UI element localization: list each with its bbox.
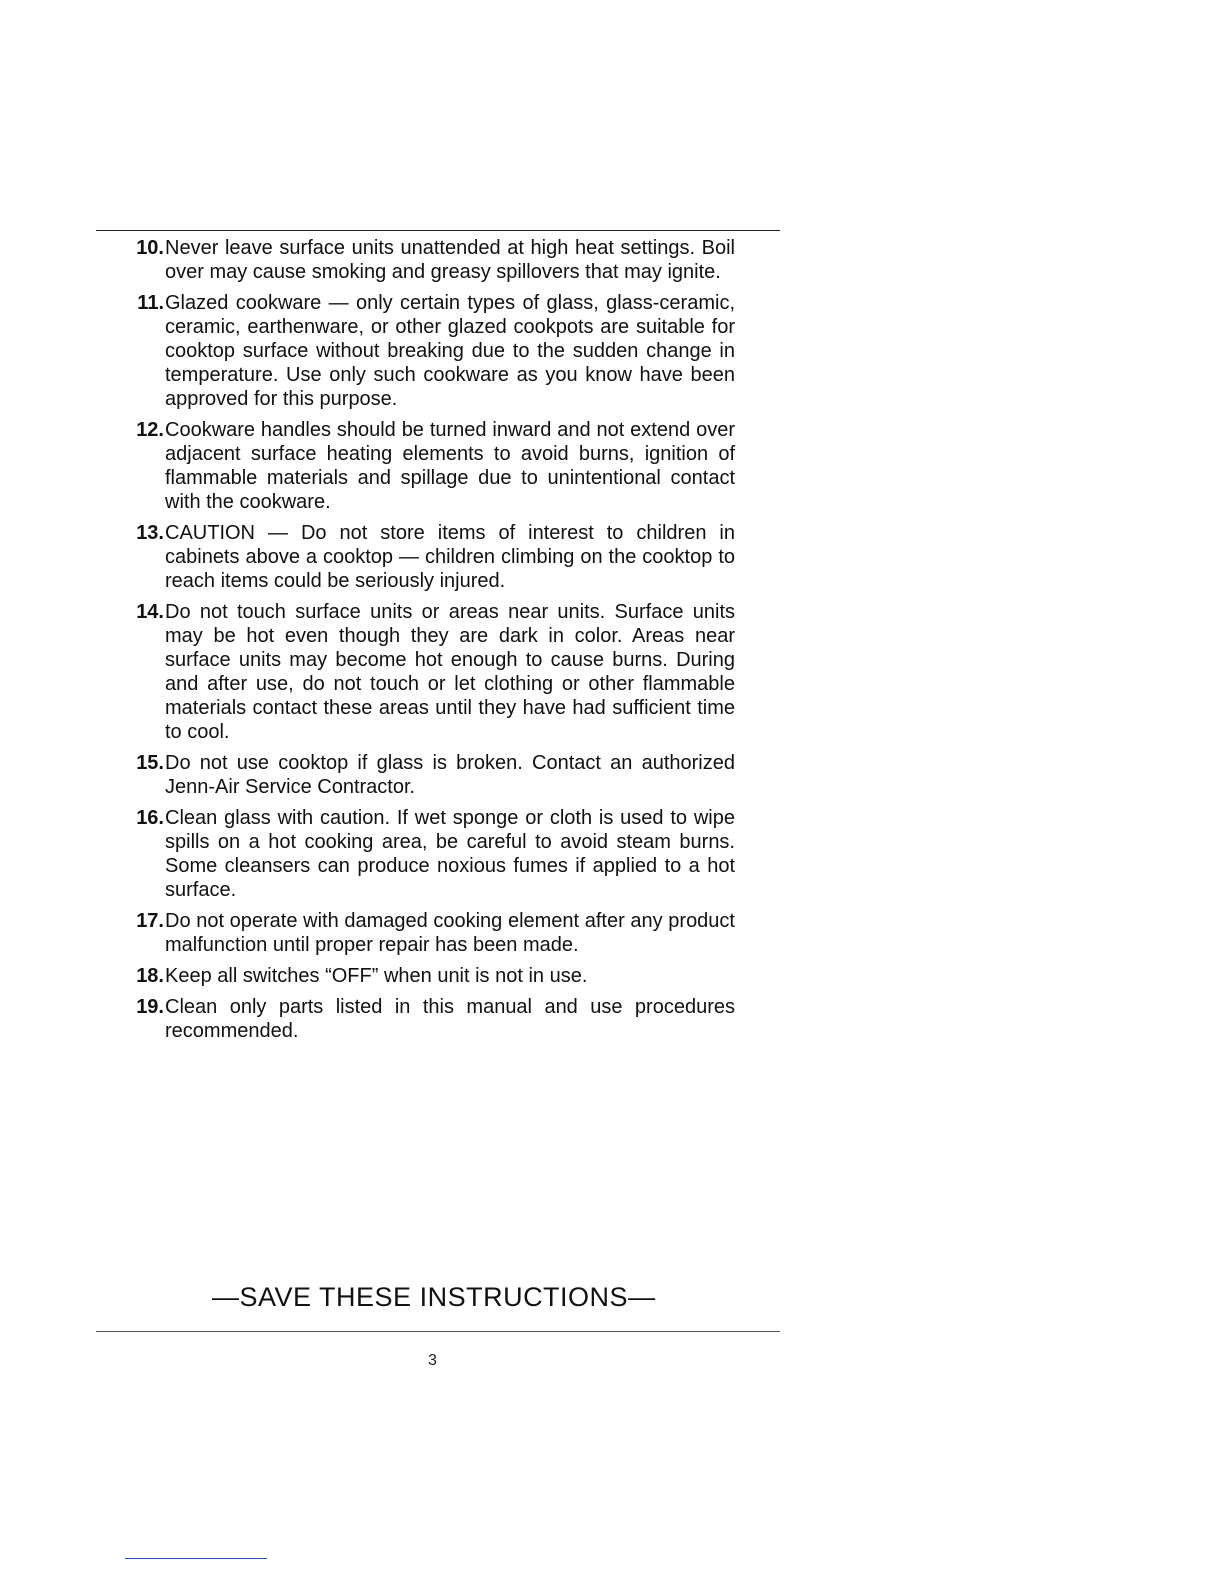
item-number: 15. (136, 752, 164, 774)
item-text: Do not operate with damaged cooking element after any product malfunction until proper repair has been made. (165, 910, 735, 956)
item-text: Clean glass with caution. If wet sponge or cloth is used to wipe spills on a hot cooking area, be careful to avoid steam burns. Some cleansers can produce noxious fumes if applied to a hot surface. (165, 807, 735, 901)
list-item (110, 521, 735, 593)
list-item (110, 964, 735, 988)
item-text: Keep all switches “OFF” when unit is not in use. (165, 965, 588, 987)
item-text: CAUTION — Do not store items of interest to children in cabinets above a cooktop — children climbing on the cooktop to reach items could be seriously injured. (165, 522, 735, 592)
list-item (110, 751, 735, 799)
item-text: Cookware handles should be turned inward and not extend over adjacent surface heating elements to avoid burns, ignition of flammable materials and spillage due to unintentional contact with the cookware. (165, 419, 735, 513)
footnote-rule (125, 1558, 267, 1559)
item-text: Clean only parts listed in this manual and use procedures recommended. (165, 996, 735, 1042)
item-number: 16. (136, 807, 164, 829)
list-item (110, 600, 735, 744)
list-item (110, 909, 735, 957)
item-text: Never leave surface units unattended at high heat settings. Boil over may cause smoking and greasy spillovers that may ignite. (165, 237, 735, 283)
item-number: 18. (136, 965, 164, 987)
item-text: Do not use cooktop if glass is broken. Contact an authorized Jenn-Air Service Contractor. (165, 752, 735, 798)
page-number: 3 (428, 1352, 437, 1369)
top-divider (96, 230, 780, 231)
item-number: 12. (136, 419, 164, 441)
item-text: Do not touch surface units or areas near units. Surface units may be hot even though they are dark in color. Areas near surface units may become hot enough to cause burns. During and after use, do not touch or let clothing or other flammable materials contact these areas until they have had sufficient time to cool. (165, 601, 735, 743)
save-instructions-heading: —SAVE THESE INSTRUCTIONS— (212, 1282, 656, 1312)
item-number: 13. (136, 522, 164, 544)
list-item (110, 291, 735, 411)
bottom-divider (96, 1331, 780, 1332)
safety-instructions-list (110, 236, 735, 1050)
list-item (110, 806, 735, 902)
item-number: 19. (136, 996, 164, 1018)
item-number: 11. (137, 292, 164, 314)
item-text: Glazed cookware — only certain types of glass, glass-ceramic, ceramic, earthenware, or other glazed cookpots are suitable for cooktop surface without breaking due to the sudden change in temperature. Use only such cookware as you know have been approved for this purpose. (165, 292, 735, 410)
item-number: 17. (136, 910, 164, 932)
list-item (110, 418, 735, 514)
list-item (110, 236, 735, 284)
list-item (110, 995, 735, 1043)
item-number: 10. (136, 237, 164, 259)
item-number: 14. (136, 601, 164, 623)
